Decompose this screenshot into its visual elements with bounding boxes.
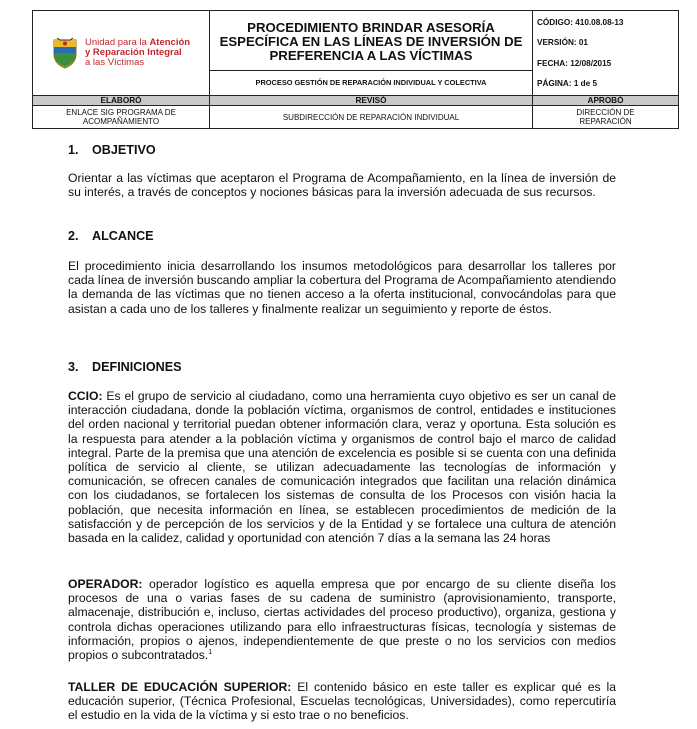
reviso-label: REVISÓ [210, 96, 533, 106]
codigo-label: CÓDIGO: 410.08.08-13 [537, 17, 624, 27]
section-number: 2. [68, 229, 79, 243]
section-definiciones-heading [68, 360, 616, 374]
elaboro-label: ELABORÓ [33, 96, 210, 106]
title-cell [210, 11, 533, 96]
footnote-marker[interactable]: 1 [208, 648, 213, 656]
coat-of-arms-icon [51, 37, 79, 69]
fecha-label: FECHA: 12/08/2015 [537, 58, 612, 68]
ccio-term: CCIO: [68, 389, 103, 403]
objetivo-paragraph: Orientar a las víctimas que aceptaron el Programa de Acompañamiento, en la línea de inversión de su interés, a través de conceptos y nociones básicas para la inversión adecuada de sus recursos. [68, 171, 616, 200]
aprobo-label: APROBÓ [533, 96, 679, 106]
document-title: PROCEDIMIENTO BRINDAR ASESORÍA ESPECÍFICA EN LAS LÍNEAS DE INVERSIÓN DE PREFERENCIA A LAS VÍCTIMAS [219, 20, 523, 64]
section-title: DEFINICIONES [92, 360, 182, 374]
section-number: 3. [68, 360, 79, 374]
logo-cell [33, 11, 210, 96]
pagina-label: PÁGINA: 1 de 5 [537, 79, 598, 89]
section-alcance-heading [68, 229, 616, 243]
section-objetivo-heading [68, 143, 616, 157]
elaboro-value: ENLACE SIG PROGRAMA DE ACOMPAÑAMIENTO [33, 106, 210, 129]
definition-operador [68, 577, 616, 662]
taller-term: TALLER DE EDUCACIÓN SUPERIOR: [68, 680, 292, 694]
version-label: VERSIÓN: 01 [537, 38, 588, 48]
operador-term: OPERADOR: [68, 577, 143, 591]
reviso-value: SUBDIRECCIÓN DE REPARACIÓN INDIVIDUAL [210, 106, 533, 129]
taller-text: El contenido básico en este taller es explicar qué es la educación superior, (Técnica Profesional, Escuelas tecnológicas, Universidades), como repercutiría el estudio en la vida de la víctima y si esto trae o no beneficios. [68, 680, 616, 723]
section-number: 1. [68, 143, 79, 157]
aprobo-value: DIRECCIÓN DE REPARACIÓN [533, 106, 679, 129]
logo-line-1-bold: Atención [149, 37, 191, 49]
document-header [32, 10, 679, 129]
unidad-victimas-logo [33, 37, 209, 69]
operador-text: operador logístico es aquella empresa que por encargo de su cliente diseña los procesos de una o varias fases de su cadena de suministro (aprovisionamiento, transporte, almacenaje, distribución e, incluso, ciertas actividades del proceso productivo), organiza, gestiona y controla dichas operaciones utilizando para ello infraestructuras físicas, tecnología y sistemas de información, propios o ajenos, independientemente de que preste o no los servicios con medios propios o subcontratados. [68, 577, 616, 663]
meta-cell [533, 11, 679, 96]
alcance-paragraph: El procedimiento inicia desarrollando los insumos metodológicos para desarrollar los talleres por cada línea de inversión buscando ampliar la cobertura del Programa de Acompañamiento atendiendo la demanda de las víctimas que no tienen acceso a la oferta institucional, convocándolas para que asistan a cada uno de los talleres y finalmente realizar un seguimiento y reporte de éstos. [68, 259, 616, 316]
section-title: ALCANCE [92, 229, 154, 243]
logo-text [85, 38, 190, 68]
ccio-text: Es el grupo de servicio al ciudadano, como una herramienta cuyo objetivo es ser un canal de interacción ciudadana, donde la población víctima, organismos de control, entidades e instituciones del orden nacional y territorial puedan obtener información clara, veraz y oportuna. Esta solución es la respuesta para atender a la población víctima y organismos de control bajo el marco de calidad integral. Parte de la premisa que una atención de excelencia es posible si se cuenta con una definida política de servicio al cliente, se utilizan adecuadamente las tecnologías de información y comunicación, se ofrecen canales de comunicación integrados que facilitan una relación dinámica con los ciudadanos, se fortalecen los sistemas de consulta de los Procesos con visión hacia la población, que necesita información en línea, se establecen procedimientos de medición de la satisfacción y de percepción de los servicios y de la Entidad y se fortalece una cultura de atención basada en la calidez, calidad y oportunidad con atención 7 días a la semana las 24 horas [68, 389, 616, 546]
logo-line-2: y Reparación Integral [85, 47, 182, 59]
section-title: OBJETIVO [92, 143, 156, 157]
logo-line-3: a las Víctimas [85, 57, 145, 69]
definition-ccio [68, 389, 616, 545]
logo-line-1: Unidad para la [85, 37, 150, 49]
definition-taller [68, 680, 616, 723]
process-name: PROCESO GESTIÓN DE REPARACIÓN INDIVIDUAL Y COLECTIVA [255, 78, 487, 88]
